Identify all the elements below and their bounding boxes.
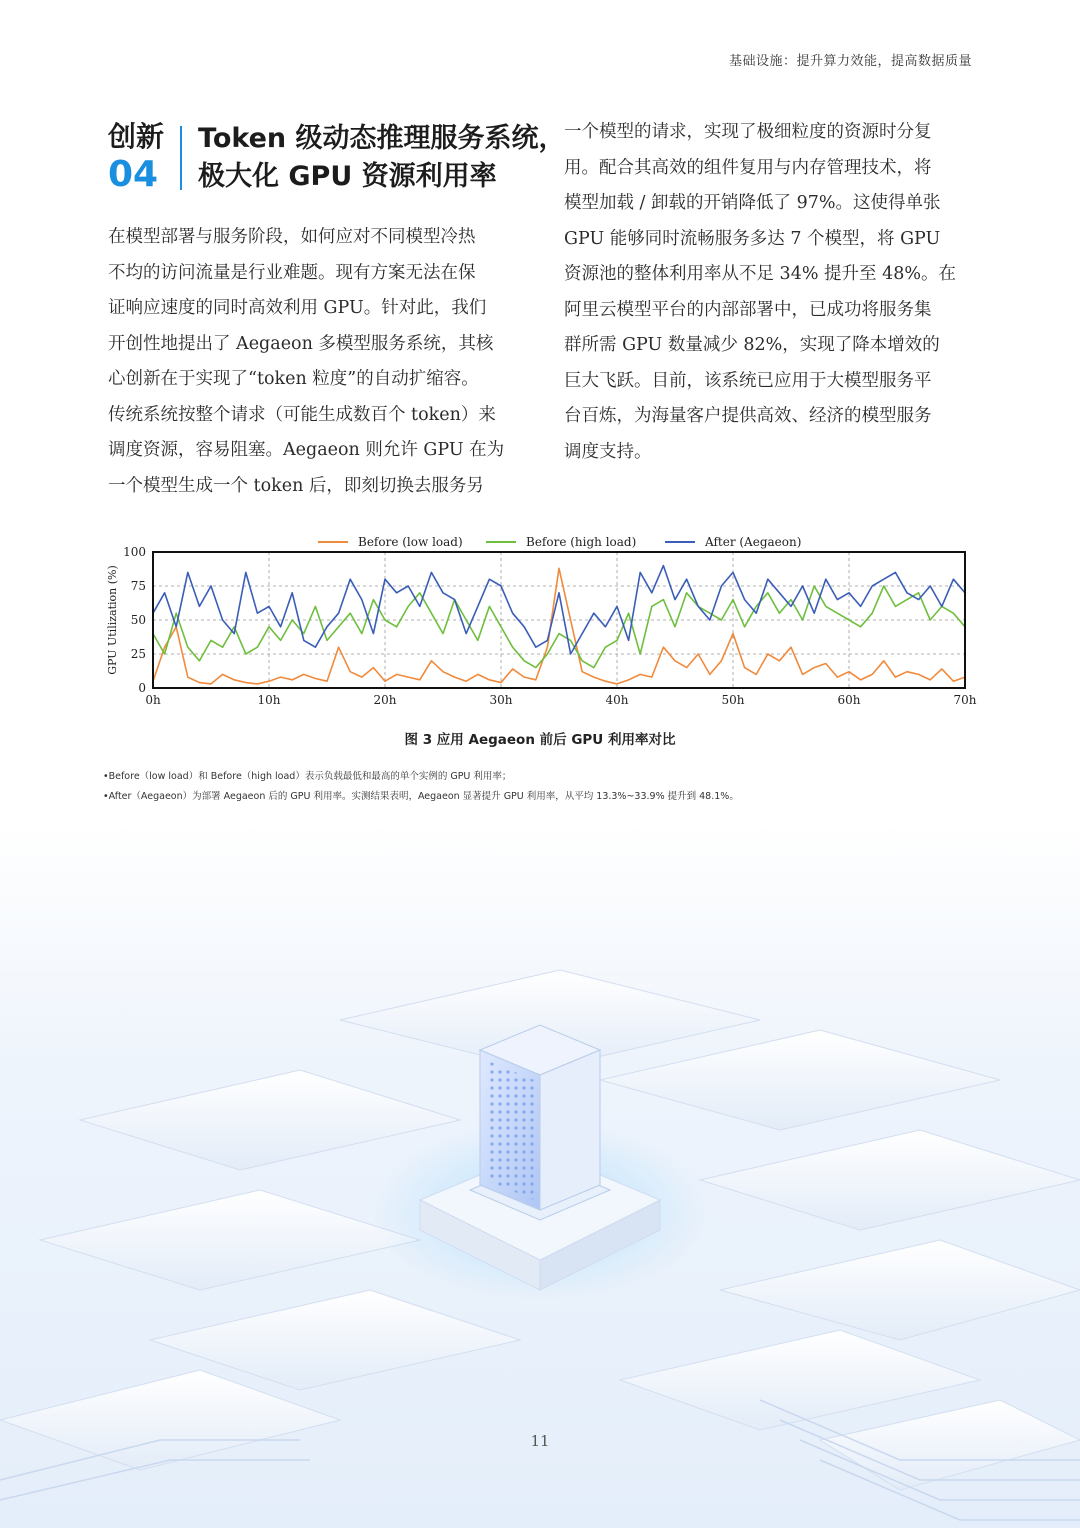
x-tick-label: 30h [489, 693, 513, 707]
legend-label: Before (low load) [358, 535, 463, 549]
body-line: 用。配合其高效的组件复用与内存管理技术，将 [564, 157, 932, 178]
body-line: 台百炼，为海量客户提供高效、经济的模型服务 [564, 406, 932, 426]
innovation-number: 04 [108, 154, 159, 195]
y-tick-label: 75 [130, 579, 146, 593]
body-line: 一个模型的请求，实现了极细粒度的资源时分复 [564, 122, 932, 142]
body-right-column [564, 115, 974, 470]
y-tick-label: 100 [123, 545, 146, 559]
innovation-label: 创新 [108, 120, 165, 153]
body-line: 一个模型生成一个 token 后，即刻切换去服务另 [108, 475, 484, 496]
figure-note: •After（Aegaeon）为部署 Aegaeon 后的 GPU 利用率。实测结果表明，Aegaeon 显著提升 GPU 利用率，从平均 13.3%~33.9% 提升到 48.1%。 [103, 791, 739, 802]
series-line-2 [153, 586, 965, 668]
body-line: 调度资源，容易阻塞。Aegaeon 则允许 GPU 在为 [108, 440, 505, 460]
series-line-3 [153, 566, 965, 654]
body-line: 传统系统按整个请求（可能生成数百个 token）来 [108, 404, 496, 425]
innovation-marker [108, 120, 178, 196]
body-line: 阿里云模型平台的内部部署中，已成功将服务集 [564, 299, 932, 320]
running-header: 基础设施：提升算力效能，提高数据质量 [728, 54, 972, 69]
section-title [198, 120, 566, 196]
body-line: 调度支持。 [564, 441, 652, 462]
page-number: 11 [530, 1432, 550, 1450]
x-tick-label: 0h [145, 693, 161, 707]
y-tick-label: 25 [130, 647, 146, 661]
title-divider [180, 126, 182, 190]
section-title-line-2: 极大化 GPU 资源利用率 [198, 161, 497, 192]
x-tick-label: 20h [373, 693, 397, 707]
gpu-utilization-chart [100, 530, 980, 720]
body-line: 证响应速度的同时高效利用 GPU。针对此，我们 [108, 298, 487, 318]
body-line: 不均的访问流量是行业难题。现有方案无法在保 [108, 262, 476, 283]
body-left-column [108, 220, 518, 504]
legend-label: Before (high load) [526, 535, 637, 549]
x-tick-label: 60h [837, 693, 861, 707]
body-line: 在模型部署与服务阶段，如何应对不同模型冷热 [108, 227, 476, 247]
x-tick-label: 10h [257, 693, 281, 707]
body-line: GPU 能够同时流畅服务多达 7 个模型，将 GPU [564, 228, 941, 249]
figure-note: •Before（low load）和 Before（high load）表示负载最低和最高的单个实例的 GPU 利用率； [103, 771, 512, 782]
server-illustration [0, 820, 1080, 1528]
y-tick-label: 0 [138, 681, 146, 695]
legend-label: After (Aegaeon) [705, 535, 802, 549]
figure-caption: 图 3 应用 Aegaeon 前后 GPU 利用率对比 [404, 732, 676, 748]
body-line: 群所需 GPU 数量减少 82%，实现了降本增效的 [564, 335, 940, 355]
section-title-line-1: Token 级动态推理服务系统， [198, 123, 566, 154]
body-line: 开创性地提出了 Aegaeon 多模型服务系统，其核 [108, 333, 494, 354]
body-line: 心创新在于实现了“token 粒度”的自动扩缩容。 [108, 369, 479, 389]
body-line: 资源池的整体利用率从不足 34% 提升至 48%。在 [564, 264, 956, 284]
x-tick-label: 40h [605, 693, 629, 707]
x-tick-label: 70h [953, 693, 977, 707]
body-line: 模型加载 / 卸载的开销降低了 97%。这使得单张 [564, 193, 941, 213]
y-axis-label: GPU Utilization (%) [106, 565, 119, 675]
body-line: 巨大飞跃。目前，该系统已应用于大模型服务平 [564, 370, 932, 391]
y-tick-label: 50 [130, 613, 146, 627]
x-tick-label: 50h [721, 693, 745, 707]
